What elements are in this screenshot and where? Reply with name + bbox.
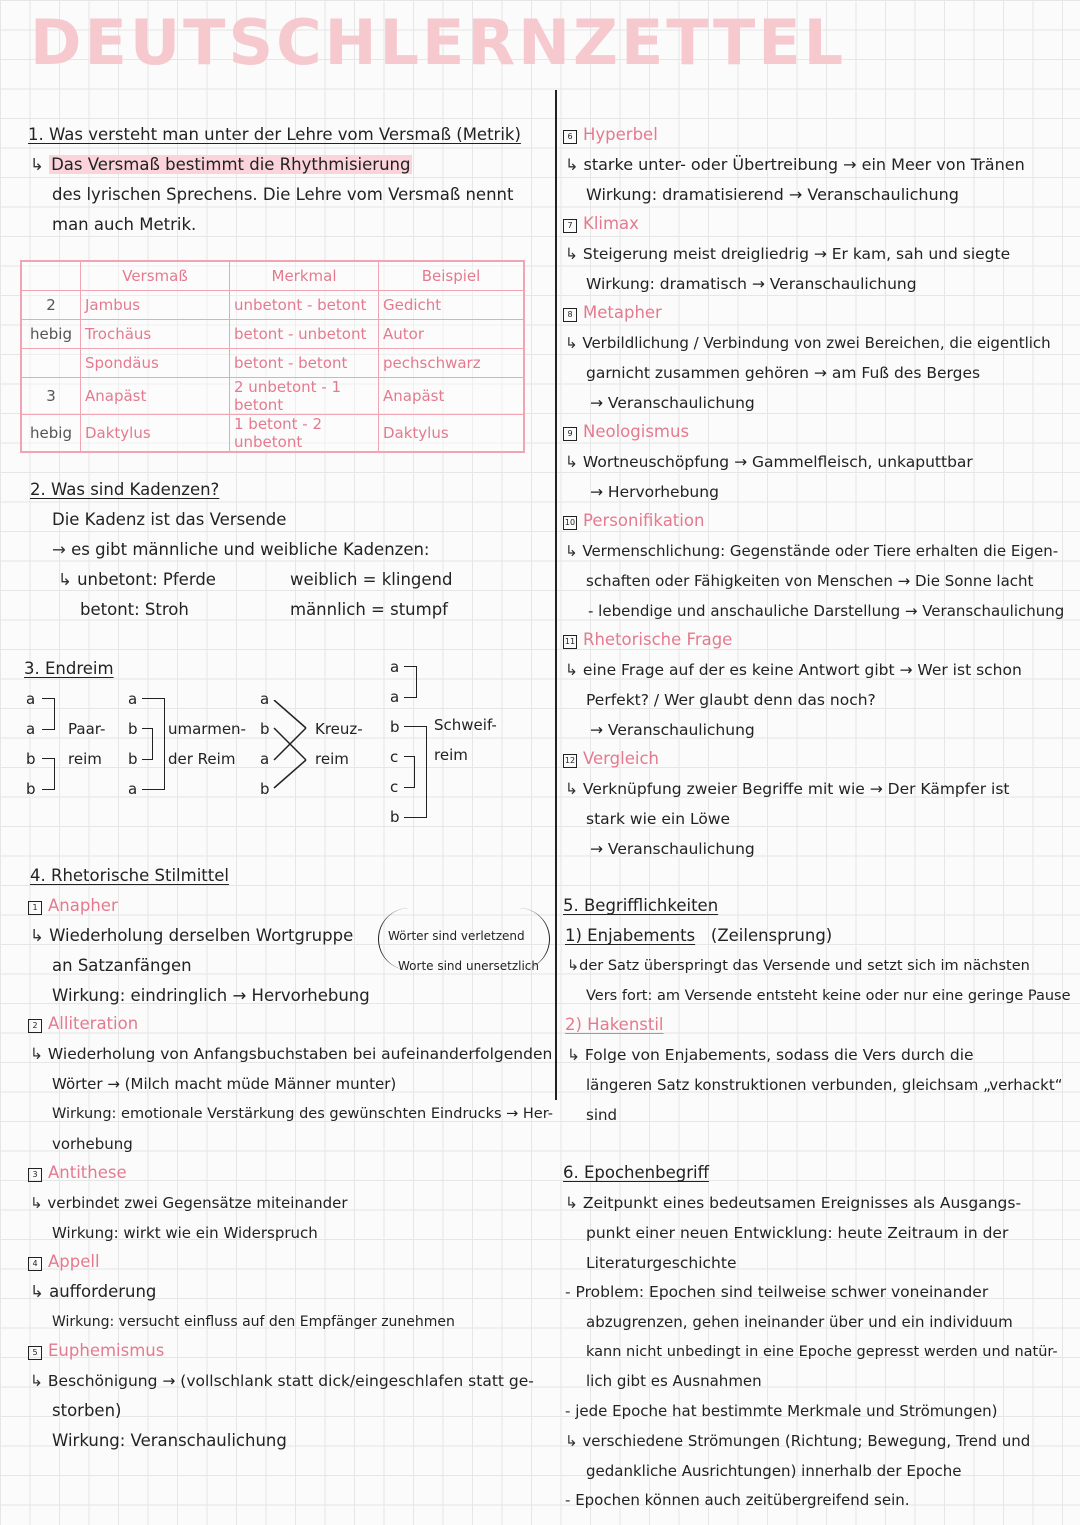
stilmittel-alliteration: 2 Alliteration xyxy=(28,1013,138,1035)
table-cell: Jambus xyxy=(81,291,230,320)
metapher-l3: → Veranschaulichung xyxy=(590,394,755,412)
neologismus-l2: → Hervorhebung xyxy=(590,483,719,501)
stilmittel-personifikation: 10 Personifikation xyxy=(564,511,705,530)
alliteration-l2: Wörter → (Milch macht müde Männer munter) xyxy=(52,1075,397,1093)
stilmittel-hyperbel: 6 Hyperbel xyxy=(563,124,658,146)
s6-l4: - Problem: Epochen sind teilweise schwer voneinander xyxy=(565,1283,989,1301)
table-header-row xyxy=(21,261,524,291)
klimax-l1: ↳ Steigerung meist dreigliedrig → Er kam, sah und siegte xyxy=(565,245,1011,263)
anapher-l2: an Satzanfängen xyxy=(52,956,192,975)
klimax-l2: Wirkung: dramatisch → Veranschaulichung xyxy=(586,275,917,293)
stilmittel-antithese: 3 Antithese xyxy=(28,1162,127,1184)
schweif-label: Schweif- xyxy=(434,716,497,734)
table-row xyxy=(21,415,524,453)
s6-l8: - jede Epoche hat bestimmte Merkmale und Strömungen) xyxy=(565,1402,998,1420)
hyperbel-l1: ↳ starke unter- oder Übertreibung → ein Meer von Tränen xyxy=(565,155,1025,174)
rhyme-letter: a xyxy=(26,720,36,738)
s6-l7: lich gibt es Ausnahmen xyxy=(586,1372,762,1390)
metapher-l1: ↳ Verbildlichung / Verbindung von zwei Bereichen, die eigentlich xyxy=(565,334,1051,352)
frage-l2: Perfekt? / Wer glaubt denn das noch? xyxy=(586,691,876,709)
rhyme-letter: a xyxy=(128,780,138,798)
table-cell: Spondäus xyxy=(81,349,230,378)
rhyme-letter: b xyxy=(390,808,400,826)
kreuz-label: Kreuz- xyxy=(315,720,363,738)
stilmittel-vergleich: 12 Vergleich xyxy=(564,749,659,768)
table-row xyxy=(21,291,524,320)
metapher-l2: garnicht zusammen gehören → am Fuß des Berges xyxy=(586,364,981,382)
paarreim-label: Paar- xyxy=(68,720,106,738)
stilmittel-klimax: 7 Klimax xyxy=(563,213,639,235)
table-header-cell xyxy=(21,261,81,291)
s2-line3b: weiblich = klingend xyxy=(290,570,453,589)
antithese-l1: ↳ verbindet zwei Gegensätze miteinander xyxy=(30,1194,348,1212)
s2-line4a: betont: Stroh xyxy=(80,600,189,619)
table-cell: pechschwarz xyxy=(379,349,525,378)
rhyme-letter: a xyxy=(390,658,400,676)
vergleich-l3: → Veranschaulichung xyxy=(590,840,755,858)
alliteration-l1: ↳ Wiederholung von Anfangsbuchstaben bei aufeinanderfolgenden xyxy=(30,1045,553,1063)
s1-line2: des lyrischen Sprechens. Die Lehre vom Versmaß nennt xyxy=(52,185,514,204)
s1-line1: ↳ Das Versmaß bestimmt die Rhythmisierung xyxy=(30,155,411,174)
rhyme-letter: c xyxy=(390,748,399,766)
alliteration-l3: Wirkung: emotionale Verstärkung des gewünschten Eindrucks → Her- xyxy=(52,1106,553,1122)
versmass-table xyxy=(20,260,525,453)
table-cell: Trochäus xyxy=(81,320,230,349)
alliteration-l4: vorhebung xyxy=(52,1135,133,1153)
s6-l9: ↳ verschiedene Strömungen (Richtung; Bewegung, Trend und xyxy=(565,1432,1031,1450)
kreuz-lines xyxy=(272,700,312,790)
s2-line2: → es gibt männliche und weibliche Kadenzen: xyxy=(52,540,430,559)
frage-l1: ↳ eine Frage auf der es keine Antwort gibt → Wer ist schon xyxy=(565,661,1022,679)
table-header-cell: Merkmal xyxy=(230,261,379,291)
table-cell: 2 unbetont - 1 betont xyxy=(230,378,379,415)
rhyme-letter: b xyxy=(26,750,36,768)
rhyme-letter: b xyxy=(390,718,400,736)
stilmittel-metapher: 8 Metapher xyxy=(563,302,662,324)
s6-l11: - Epochen können auch zeitübergreifend sein. xyxy=(565,1491,910,1509)
page-title: DEUTSCHLERNZETTEL xyxy=(30,6,847,79)
stilmittel-anapher: 1 Anapher xyxy=(28,895,118,917)
s2-heading: 2. Was sind Kadenzen? xyxy=(30,480,220,499)
hyperbel-l2: Wirkung: dramatisierend → Veranschaulichung xyxy=(586,185,959,204)
table-cell: Daktylus xyxy=(379,415,525,453)
rhyme-letter: b xyxy=(260,720,270,738)
table-cell: 1 betont - 2 unbetont xyxy=(230,415,379,453)
rhyme-letter: a xyxy=(128,690,138,708)
vergleich-l1: ↳ Verknüpfung zweier Begriffe mit wie → Der Kämpfer ist xyxy=(565,780,1010,798)
table-cell: 2 xyxy=(21,291,81,320)
s1-heading: 1. Was versteht man unter der Lehre vom Versmaß (Metrik) xyxy=(28,125,521,144)
frage-l3: → Veranschaulichung xyxy=(590,721,755,739)
s6-l5: abzugrenzen, gehen ineinander über und ein individuum xyxy=(586,1313,1013,1331)
s6-l6: kann nicht unbedingt in eine Epoche gepresst werden und natür- xyxy=(586,1344,1058,1360)
rhyme-letter: b xyxy=(260,780,270,798)
table-cell: betont - betont xyxy=(230,349,379,378)
vergleich-l2: stark wie ein Löwe xyxy=(586,810,731,828)
rhyme-bracket xyxy=(42,698,55,730)
rhyme-letter: a xyxy=(260,750,270,768)
rhyme-bracket xyxy=(404,666,417,698)
euphemismus-l1: ↳ Beschönigung → (vollschlank statt dick/eingeschlafen statt ge- xyxy=(30,1372,534,1390)
s5-a-l2: Vers fort: am Versende entsteht keine oder nur eine geringe Pause xyxy=(586,988,1071,1004)
s5-b-l3: sind xyxy=(586,1106,618,1124)
table-cell: hebig xyxy=(21,415,81,453)
rhyme-letter: a xyxy=(260,690,270,708)
antithese-l2: Wirkung: wirkt wie ein Widerspruch xyxy=(52,1224,318,1242)
neologismus-l1: ↳ Wortneuschöpfung → Gammelfleisch, unkaputtbar xyxy=(565,453,973,471)
rhyme-letter: b xyxy=(128,720,138,738)
stilmittel-rhetorische-frage: 11 Rhetorische Frage xyxy=(564,630,733,649)
table-row xyxy=(21,320,524,349)
rhyme-letter: b xyxy=(26,780,36,798)
table-cell: Anapäst xyxy=(379,378,525,415)
s6-heading: 6. Epochenbegriff xyxy=(563,1163,709,1182)
rhyme-letter: b xyxy=(128,750,138,768)
s6-l10: gedankliche Ausrichtungen) innerhalb der Epoche xyxy=(586,1462,962,1480)
s5-b-l2: längeren Satz konstruktionen verbunden, gleichsam „verhackt“ xyxy=(586,1076,1063,1094)
kreuz-label-2: reim xyxy=(315,750,349,768)
anapher-l3: Wirkung: eindringlich → Hervorhebung xyxy=(52,986,370,1005)
s4-heading: 4. Rhetorische Stilmittel xyxy=(30,866,229,885)
s2-line3a: ↳ unbetont: Pferde xyxy=(58,570,216,589)
table-cell: hebig xyxy=(21,320,81,349)
table-header-cell: Versmaß xyxy=(81,261,230,291)
umarm-label: umarmen- xyxy=(168,720,246,738)
rhyme-letter: c xyxy=(390,778,399,796)
s2-line1: Die Kadenz ist das Versende xyxy=(52,510,287,529)
table-cell: Anapäst xyxy=(81,378,230,415)
stilmittel-euphemismus: 5 Euphemismus xyxy=(28,1340,164,1362)
paarreim-label-2: reim xyxy=(68,750,102,768)
note-line1: Wörter sind verletzend xyxy=(388,929,525,943)
s1-line3: man auch Metrik. xyxy=(52,215,197,234)
umarm-label-2: der Reim xyxy=(168,750,236,768)
table-cell: Autor xyxy=(379,320,525,349)
table-row xyxy=(21,378,524,415)
appell-l2: Wirkung: versucht einfluss auf den Empfänger zunehmen xyxy=(52,1314,455,1330)
s6-l2: punkt einer neuen Entwicklung: heute Zeitraum in der xyxy=(586,1224,1009,1242)
s5-heading: 5. Begrifflichkeiten xyxy=(563,896,719,915)
euphemismus-l2: storben) xyxy=(52,1401,122,1420)
table-cell: unbetont - betont xyxy=(230,291,379,320)
rhyme-bracket xyxy=(404,756,415,788)
s2-line4b: männlich = stumpf xyxy=(290,600,448,619)
personifikation-l1: ↳ Vermenschlichung: Gegenstände oder Tiere erhalten die Eigen- xyxy=(565,542,1059,560)
s6-l1: ↳ Zeitpunkt eines bedeutsamen Ereignisses als Ausgangs- xyxy=(565,1194,1022,1212)
appell-l1: ↳ aufforderung xyxy=(30,1282,157,1301)
table-cell: 3 xyxy=(21,378,81,415)
table-cell: betont - unbetont xyxy=(230,320,379,349)
personifikation-l3: - lebendige und anschauliche Darstellung → Veranschaulichung xyxy=(588,602,1065,620)
table-cell: Gedicht xyxy=(379,291,525,320)
s5-b-l1: ↳ Folge von Enjabements, sodass die Vers durch die xyxy=(567,1046,974,1064)
schweif-label-2: reim xyxy=(434,746,468,764)
table-row xyxy=(21,349,524,378)
rhyme-letter: a xyxy=(26,690,36,708)
stilmittel-appell: 4 Appell xyxy=(28,1251,100,1273)
table-cell: Daktylus xyxy=(81,415,230,453)
column-divider xyxy=(555,90,557,1100)
rhyme-bracket xyxy=(142,728,153,760)
rhyme-bracket xyxy=(42,758,55,790)
rhyme-letter: a xyxy=(390,688,400,706)
s5-b-title: 2) Hakenstil xyxy=(565,1015,664,1034)
table-header-cell: Beispiel xyxy=(379,261,525,291)
euphemismus-l3: Wirkung: Veranschaulichung xyxy=(52,1431,287,1450)
note-line2: Worte sind unersetzlich xyxy=(398,959,539,973)
s3-heading: 3. Endreim xyxy=(24,659,114,678)
s6-l3: Literaturgeschichte xyxy=(586,1254,737,1272)
s5-a-l1: ↳der Satz überspringt das Versende und setzt sich im nächsten xyxy=(567,958,1030,974)
personifikation-l2: schaften oder Fähigkeiten von Menschen → Die Sonne lacht xyxy=(586,572,1034,590)
anapher-l1: ↳ Wiederholung derselben Wortgruppe xyxy=(30,926,354,945)
s5-a-title: 1) Enjabements (Zeilensprung) xyxy=(565,926,833,945)
table-cell xyxy=(21,349,81,378)
stilmittel-neologismus: 9 Neologismus xyxy=(563,421,689,443)
